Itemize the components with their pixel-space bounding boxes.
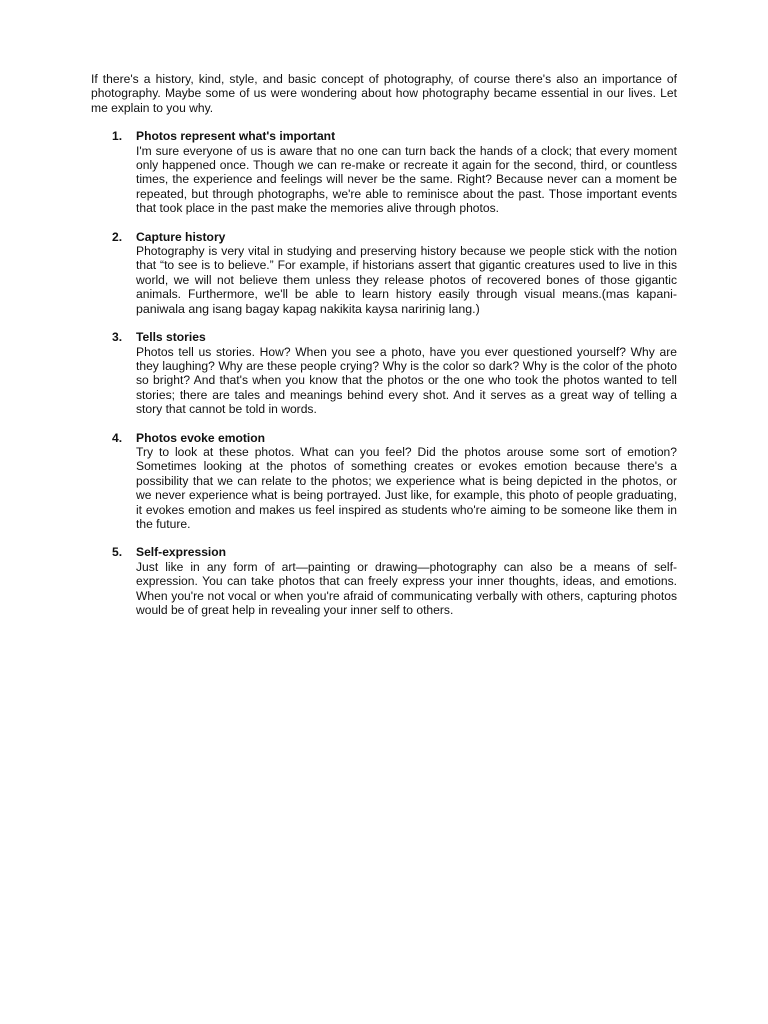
list-item [91, 545, 677, 617]
item-number: 5. [112, 545, 123, 560]
list-item [91, 431, 677, 532]
item-number: 3. [112, 330, 123, 345]
item-body: Try to look at these photos. What can you feel? Did the photos arouse some sort of emotion? Sometimes looking at the photos of something creates or evokes emotion because there's a possibility that we can relate to the photos; we experience what is being depicted in the photos, or we never experience what is being portrayed. Just like, for example, this photo of people graduating, it evokes emotion and makes us feel inspired as students who're aiming to be someone like them in the future. [136, 444, 677, 531]
item-heading: Capture history [136, 229, 226, 244]
item-number: 1. [112, 129, 123, 144]
item-body-container [136, 244, 677, 316]
item-body-tagalog-note: (mas kapani-paniwala ang isang bagay kapag nakikita kaysa naririnig lang.) [136, 287, 677, 316]
item-heading: Tells stories [136, 330, 206, 345]
item-heading: Photos represent what's important [136, 129, 336, 144]
list-item [91, 129, 677, 215]
item-body: I'm sure everyone of us is aware that no one can turn back the hands of a clock; that every moment only happened once. Though we can re-make or recreate it again for the second, third, or countless times, the experience and feelings will never be the same. Right? Because never can a moment be repeated, but through photographs, we're able to reminisce about the past. Those important events that took place in the past make the memories alive through photos. [136, 143, 677, 216]
importance-list [91, 129, 677, 617]
item-body: Just like in any form of art—painting or drawing—photography can also be a means of self-expression. You can take photos that can freely express your inner thoughts, ideas, and emotions. When you're not vocal or when you're afraid of communicating verbally with others, capturing photos would be of great help in revealing your inner self to others. [136, 559, 677, 617]
item-number: 4. [112, 430, 123, 445]
item-heading: Photos evoke emotion [136, 430, 266, 445]
item-body: Photography is very vital in studying and preserving history because we people stick with the notion that “to see is to believe.” For example, if historians assert that gigantic creatures used to live in this world, we will not believe them unless they release photos of recovered bones of those gigantic animals. Furthermore, we'll be able to learn history easily through visual means. [136, 244, 677, 302]
document-content [91, 72, 677, 631]
item-heading: Self-expression [136, 545, 227, 560]
intro-paragraph: If there's a history, kind, style, and basic concept of photography, of course there's also an importance of photography. Maybe some of us were wondering about how photography became essential in our lives. Let me explain to you why. [91, 72, 677, 115]
list-item [91, 230, 677, 316]
list-item [91, 330, 677, 416]
item-body: Photos tell us stories. How? When you see a photo, have you ever questioned yourself? Why are they laughing? Why are these people crying? Why is the color so dark? Why is the color of the photo so bright? And that's when you know that the photos or the one who took the photos wanted to tell stories; there are tales and meanings behind every shot. And it serves as a great way of telling a story that cannot be told in words. [136, 344, 677, 417]
item-number: 2. [112, 229, 123, 244]
